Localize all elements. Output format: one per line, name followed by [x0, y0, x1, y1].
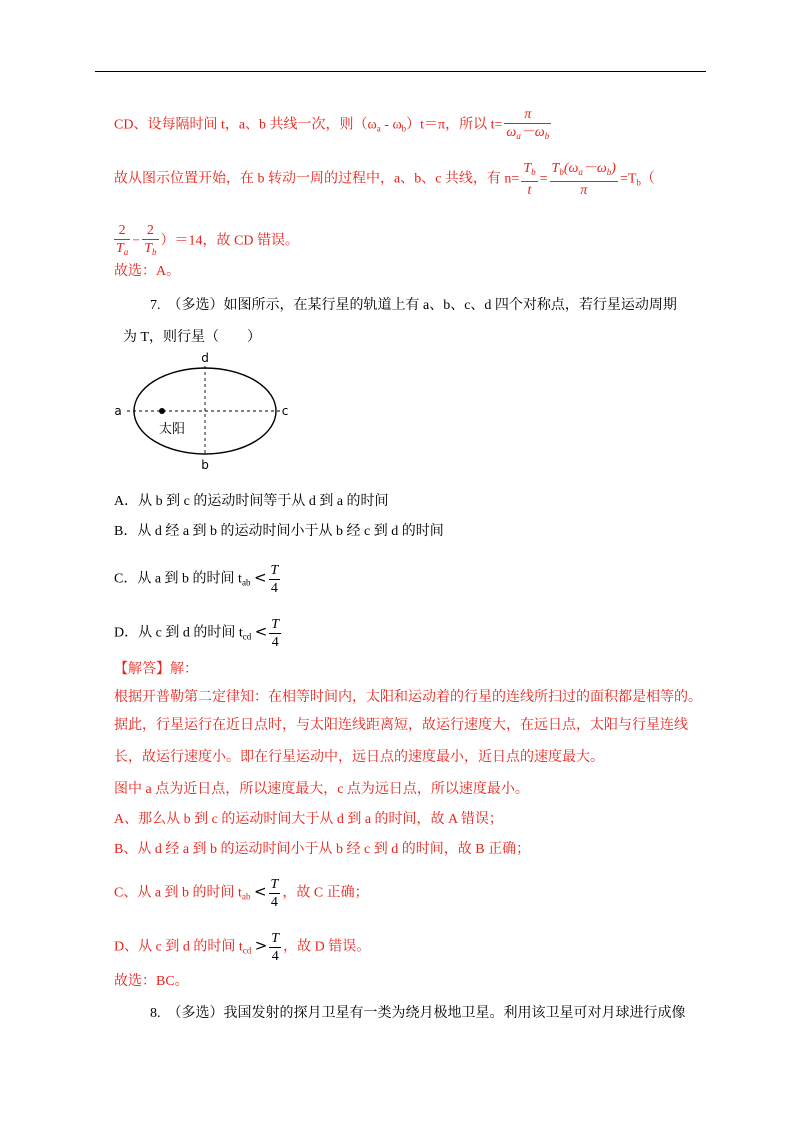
option-c: C．从 a 到 b 的时间 $t_{ab}$ < $\frac{T}{4}$: [114, 563, 279, 596]
answer-final-choice: 故选：BC。: [114, 974, 189, 989]
fraction-t-over-4: $\frac{T}{4}$: [270, 563, 279, 596]
fraction-t-over-4: $\frac{T}{4}$: [271, 617, 280, 650]
header-rule: [95, 71, 706, 72]
option-a: A．从 b 到 c 的运动时间等于从 d 到 a 的时间: [114, 494, 389, 509]
answer-paragraph-1: 根据开普勒第二定律知：在相等时间内，太阳和运动着的行星的连线所扫过的面积都是相等的。: [114, 690, 702, 705]
option-b: B．从 d 经 a 到 b 的运动时间小于从 b 经 c 到 d 的时间: [114, 524, 444, 539]
sun-dot: [159, 408, 165, 414]
sun-label: 太阳: [158, 422, 186, 437]
fraction-tb-omega-over-pi: $\frac{T_b(\omega_a-\omega_b)}{\pi}$: [551, 161, 616, 198]
fraction-tb-over-t: $\frac{T_b}{t}$: [523, 161, 536, 198]
option-d: D．从 c 到 d 的时间 $t_{cd}$ < $\frac{T}{4}$: [114, 617, 280, 650]
answer-paragraph-3: 图中 a 点为近日点，所以速度最大，c 点为远日点，所以速度最小。: [114, 782, 529, 797]
fraction-2-over-ta: $\frac{2}{T_a}$: [116, 223, 129, 257]
solution-line-1: CD、设每隔时间 t，a、b 共线一次，则$(\omega_a - \omega_b)t=\pi$，所以 t= $\frac{\pi}{\omega_a-\omega_b}$: [114, 106, 553, 145]
point-a-label: a: [114, 404, 122, 418]
solution-line-2: 故从图示位置开始，在 b 转动一周的过程中，a、b、c 共线，有 n= $\frac{T_b}{t}$ = $\frac{T_b(\omega_a-\omega_b)}{\pi}$ $=T_b$（: [114, 161, 655, 198]
answer-paragraph-2b: 长，故运行速度小。即在行星运动中，远日点的速度最小，近日点的速度最大。: [114, 750, 604, 765]
fraction-2-over-tb: $\frac{2}{T_b}$: [144, 223, 157, 257]
answer-paragraph-6: C、从 a 到 b 的时间 $t_{ab}$ < $\frac{T}{4}$ ，故 C 正确；: [114, 877, 369, 910]
answer-paragraph-4: A、那么从 b 到 c 的运动时间大于从 d 到 a 的时间，故 A 错误；: [114, 812, 503, 827]
fraction-pi-over-omega: $\frac{\pi}{\omega_a-\omega_b}$: [506, 107, 550, 141]
point-d-label: d: [201, 351, 209, 365]
answer-heading: 【解答】解：: [114, 662, 198, 677]
answer-paragraph-2a: 据此，行星运行在近日点时，与太阳连线距离短，故运行速度大，在远日点，太阳与行星连线: [114, 718, 688, 733]
solution-choice-a: 故选：A。: [114, 264, 181, 279]
fraction-t-over-4: $\frac{T}{4}$: [271, 931, 280, 964]
question-7-stem-1: 7. （多选）如图所示，在某行星的轨道上有 a、b、c、d 四个对称点，若行星运动周期: [150, 298, 677, 313]
question-8-stem: 8. （多选）我国发射的探月卫星有一类为绕月极地卫星。利用该卫星可对月球进行成像: [150, 1006, 686, 1021]
answer-paragraph-5: B、从 d 经 a 到 b 的运动时间小于从 b 经 c 到 d 的时间，故 B 正确；: [114, 842, 531, 857]
orbit-diagram: [110, 348, 300, 474]
fraction-t-over-4: $\frac{T}{4}$: [270, 877, 279, 910]
answer-paragraph-7: D、从 c 到 d 的时间 $t_{cd}$ > $\frac{T}{4}$ ，故 D 错误。: [114, 931, 371, 964]
question-7-stem-2: 为 T，则行星（ ）: [123, 330, 262, 345]
point-b-label: b: [201, 458, 209, 472]
point-c-label: c: [281, 404, 289, 418]
solution-line-3: $\frac{2}{T_a}$ − $\frac{2}{T_b}$ ）＝14，故 CD 错误。: [114, 222, 299, 261]
